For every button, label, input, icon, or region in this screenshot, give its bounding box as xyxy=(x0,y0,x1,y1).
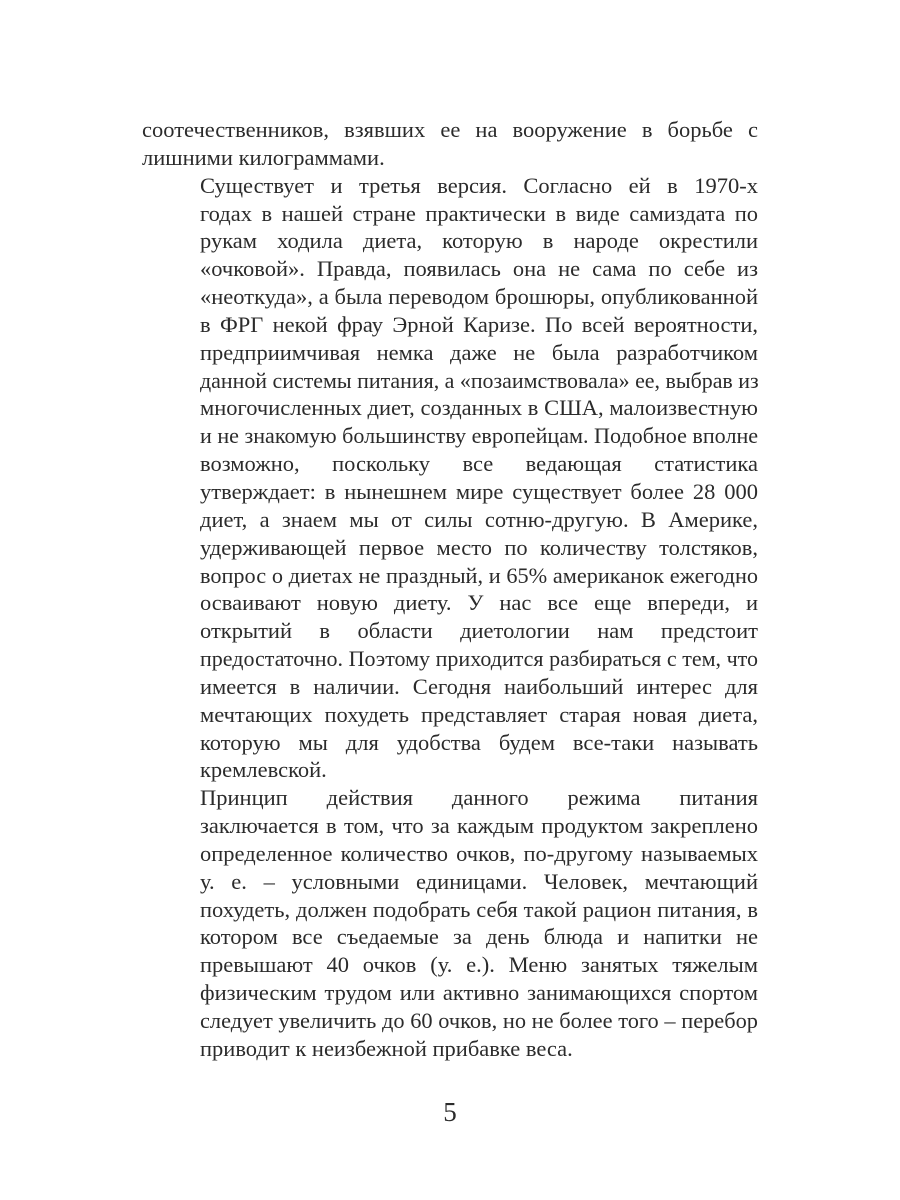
text-line: диет, а знаем мы от силы сотню-другую. В Америке, xyxy=(200,506,758,532)
paragraph-3 xyxy=(142,784,758,1062)
text-line: которую мы для удобства будем все-таки называть xyxy=(200,729,758,755)
text-line: мечтающих похудеть представляет старая новая диета, xyxy=(200,701,758,727)
text-line: приводит к неизбежной прибавке веса. xyxy=(200,1035,573,1061)
text-line: утверждает: в нынешнем мире существует более 28 000 xyxy=(200,478,758,504)
text-line: предприимчивая немка даже не была разработчиком xyxy=(200,339,758,365)
text-line: физическим трудом или активно занимающихся спортом xyxy=(200,980,758,1006)
page-number: 5 xyxy=(443,1097,457,1127)
body-text xyxy=(142,116,758,1063)
text-line: предостаточно. Поэтому приходится разбираться с тем, что xyxy=(200,646,758,672)
text-line: данной системы питания, а «позаимствовала» ее, выбрав из xyxy=(200,367,759,393)
text-line: «неоткуда», а была переводом брошюры, опубликованной xyxy=(200,284,758,310)
text-line: котором все съедаемые за день блюда и напитки не xyxy=(200,924,758,950)
text-line: Существует и третья версия. Согласно ей в 1970-х xyxy=(200,172,758,198)
text-line: следует увеличить до 60 очков, но не более того – перебор xyxy=(200,1008,758,1033)
text-line: и не знакомую большинству европейцам. Подобное вполне xyxy=(200,423,759,449)
text-line: Принцип действия данного режима питания xyxy=(200,785,758,811)
text-line: лишними килограммами. xyxy=(142,144,385,170)
text-line: в ФРГ некой фрау Эрной Каризе. По всей вероятности, xyxy=(200,311,758,337)
text-line: удерживающей первое место по количеству толстяков, xyxy=(200,534,758,560)
text-line: определенное количество очков, по-другому называемых xyxy=(200,840,758,866)
text-line: рукам ходила диета, которую в народе окрестили xyxy=(200,228,758,254)
text-line: заключается в том, что за каждым продуктом закреплено xyxy=(200,813,758,839)
text-line: многочисленных диет, созданных в США, малоизвестную xyxy=(200,395,758,421)
text-line: возможно, поскольку все ведающая статистика xyxy=(200,451,758,477)
text-line: соотечественников, взявших ее на вооружение в борьбе с xyxy=(142,117,758,142)
text-line: осваивают новую диету. У нас все еще впереди, и xyxy=(200,590,758,616)
text-line: превышают 40 очков (у. е.). Меню занятых тяжелым xyxy=(200,952,758,978)
paragraph-1 xyxy=(142,116,758,172)
paragraph-2 xyxy=(142,172,758,785)
text-line: «очковой». Правда, появилась она не сама по себе из xyxy=(200,256,758,282)
text-line: имеется в наличии. Сегодня наибольший интерес для xyxy=(200,673,758,699)
text-line: открытий в области диетологии нам предстоит xyxy=(200,618,758,644)
text-line: у. е. – условными единицами. Человек, мечтающий xyxy=(200,868,758,894)
text-line: вопрос о диетах не праздный, и 65% американок ежегодно xyxy=(200,562,758,588)
text-line: похудеть, должен подобрать себя такой рацион питания, в xyxy=(200,896,758,922)
text-line: кремлевской. xyxy=(200,757,327,783)
text-line: годах в нашей стране практически в виде самиздата по xyxy=(200,200,758,226)
